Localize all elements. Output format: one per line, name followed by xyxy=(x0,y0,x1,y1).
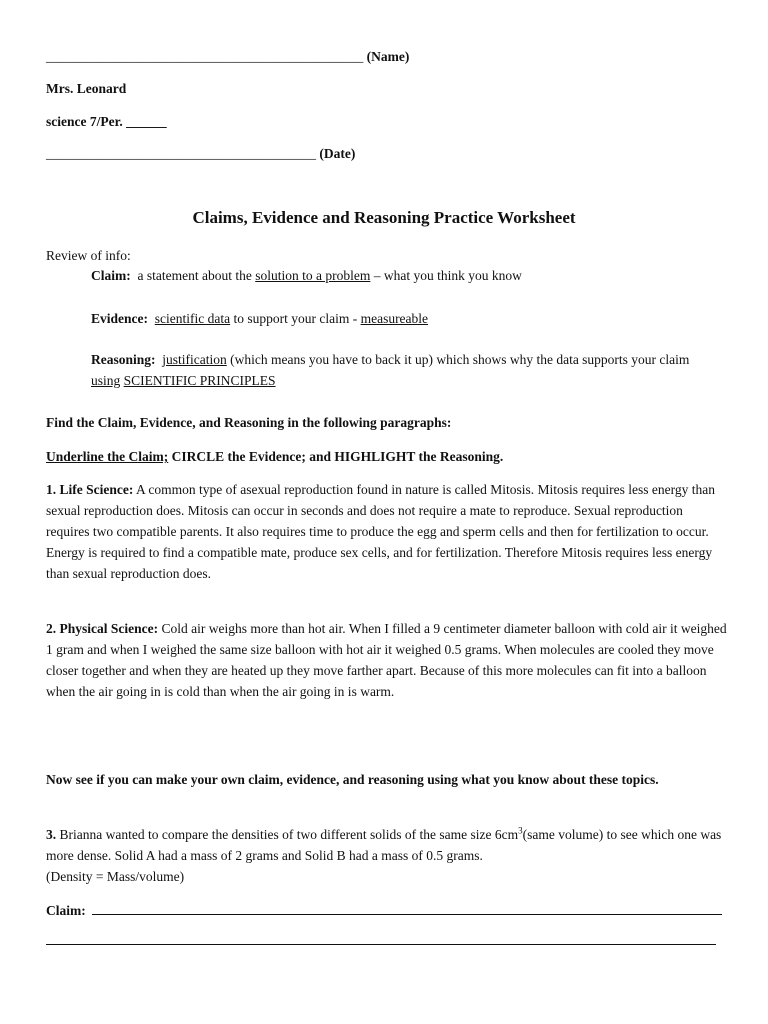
question-3-text-b: (same volume) to see which one was more dense. Solid A had a mass of 2 grams and Solid B had a mass of 0.5 grams. xyxy=(46,827,722,863)
evidence-definition xyxy=(46,308,728,329)
underline-instruction: Underline the Claim; xyxy=(46,449,169,464)
claim-text-1: a statement about the xyxy=(137,268,252,283)
claim-answer-label: Claim: xyxy=(46,903,86,918)
worksheet-title: Claims, Evidence and Reasoning Practice Worksheet xyxy=(192,208,576,227)
find-instructions: Find the Claim, Evidence, and Reasoning in the following paragraphs: xyxy=(46,415,452,430)
question-2-number: 2. xyxy=(46,621,57,636)
question-1-label: Life Science: xyxy=(59,482,134,497)
date-blank[interactable]: ________________________________________ xyxy=(46,146,316,161)
evidence-term: Evidence: xyxy=(91,311,148,326)
circle-highlight-instruction: CIRCLE the Evidence; and HIGHLIGHT the Reasoning. xyxy=(171,449,504,464)
review-heading: Review of info: xyxy=(46,248,131,263)
question-2-text: Cold air weighs more than hot air. When I filled a 9 centimeter diameter balloon with cold air it weighed 1 gram and when I weighed the same size balloon with hot air it weighed 0.5 grams. When molecules are cooled they move closer together and when they are heated up they move farther apart. Because of this more molecules can fit into a balloon when the air going in is cold than when the air going in is warm. xyxy=(46,621,727,699)
claim-text-underlined: solution to a problem xyxy=(255,268,371,283)
claim-answer-line[interactable] xyxy=(92,900,722,915)
answer-line[interactable] xyxy=(46,930,716,945)
date-row xyxy=(46,143,728,164)
claim-term: Claim: xyxy=(91,268,131,283)
question-3-number: 3. xyxy=(46,827,57,842)
teacher-name: Mrs. Leonard xyxy=(46,81,127,96)
reasoning-term: Reasoning: xyxy=(91,352,156,367)
name-label: (Name) xyxy=(366,49,410,64)
question-3-text-a: Brianna wanted to compare the densities of two different solids of the same size 6cm xyxy=(59,827,519,842)
reasoning-definition xyxy=(46,349,708,391)
name-row xyxy=(46,46,728,67)
own-claim-instructions: Now see if you can make your own claim, evidence, and reasoning using what you know about these topics. xyxy=(46,772,659,787)
claim-answer-row xyxy=(46,900,722,921)
question-1 xyxy=(46,479,728,584)
reasoning-text: (which means you have to back it up) which shows why the data supports your claim xyxy=(230,352,690,367)
question-1-text: A common type of asexual reproduction found in nature is called Mitosis. Mitosis requires less energy than sexual reproduction does. Mitosis can occur in seconds and does not require a mate to reproduce. Sexual reproduction requires two compatible parents. It also requires time to produce the egg and sperm cells and then for fertilization to occur. Energy is required to find a compatible mate, produce sex cells, and for fertilization. Therefore Mitosis requires less energy than sexual reproduction does. xyxy=(46,482,716,581)
class-period[interactable]: science 7/Per. ______ xyxy=(46,114,167,129)
evidence-text-underlined-2: measureable xyxy=(360,311,429,326)
reasoning-text-underlined-1: justification xyxy=(162,352,227,367)
question-3 xyxy=(46,824,728,887)
marking-instructions xyxy=(46,446,728,467)
reasoning-text-underlined-3: SCIENTIFIC PRINCIPLES xyxy=(123,373,276,388)
question-1-number: 1. xyxy=(46,482,57,497)
density-formula: (Density = Mass/volume) xyxy=(46,869,185,884)
cubed-superscript: 3 xyxy=(518,825,523,836)
claim-text-2: – what you think you know xyxy=(373,268,522,283)
question-2 xyxy=(46,618,728,702)
reasoning-text-underlined-2: using xyxy=(91,373,121,388)
question-2-label: Physical Science: xyxy=(59,621,159,636)
evidence-text-underlined-1: scientific data xyxy=(154,311,231,326)
date-label: (Date) xyxy=(319,146,356,161)
claim-definition xyxy=(46,265,728,286)
name-blank[interactable]: _______________________________________________ xyxy=(46,49,364,64)
evidence-text: to support your claim - xyxy=(233,311,358,326)
